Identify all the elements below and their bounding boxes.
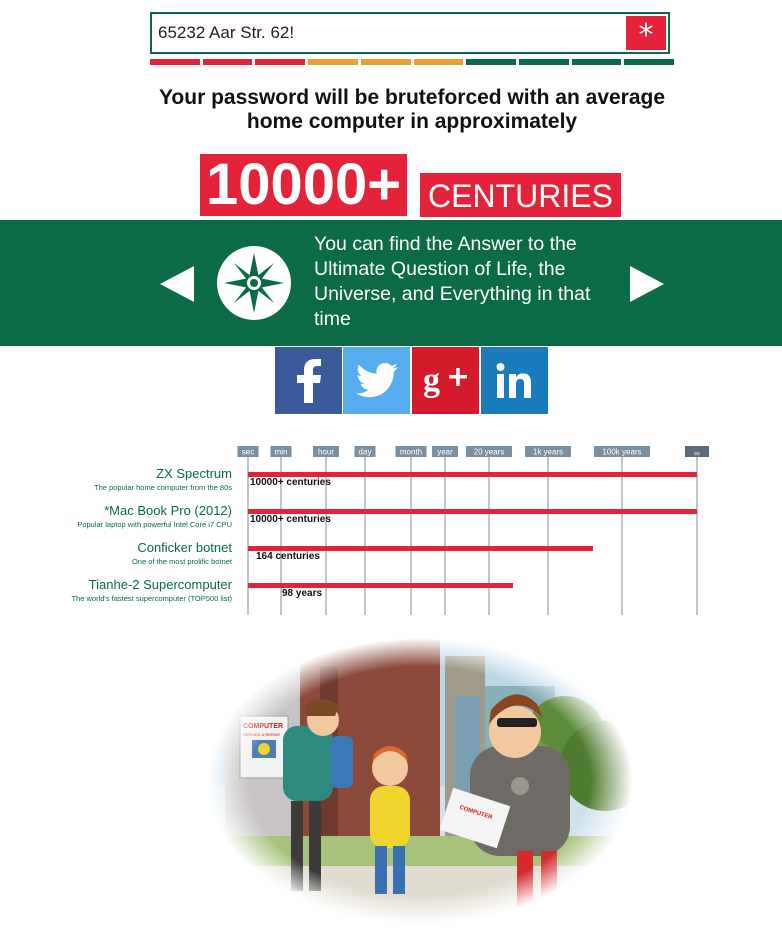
result-number: 10000+ — [200, 154, 407, 216]
strength-segment — [203, 59, 253, 65]
tick-label: hour — [317, 447, 335, 457]
crack-time-label: 10000+ centuries — [250, 477, 331, 488]
tick-label: 100k years — [602, 447, 642, 457]
tick-label: 1k years — [532, 447, 564, 457]
strength-segment — [624, 59, 674, 65]
tick-label: sec — [241, 447, 255, 457]
tick-label: year — [437, 447, 453, 457]
tick-label: min — [274, 447, 288, 457]
toggle-visibility-button[interactable]: * — [626, 16, 666, 50]
linkedin-icon — [495, 362, 535, 400]
tick-label: month — [399, 447, 423, 457]
result-headline: Your password will be bruteforced with an average home computer in approximately — [158, 86, 666, 133]
previous-fact-arrow-icon[interactable] — [160, 266, 194, 302]
strength-segment — [466, 59, 516, 65]
crack-time-label: 98 years — [282, 588, 323, 599]
system-name: ZX Spectrum — [156, 466, 232, 481]
strength-segment — [308, 59, 358, 65]
strength-segment — [361, 59, 411, 65]
strength-segment — [572, 59, 622, 65]
result-unit: CENTURIES — [420, 173, 621, 217]
crack-time-label: 164 centuries — [256, 551, 320, 562]
tick-label: 20 years — [473, 447, 505, 457]
system-name: *Mac Book Pro (2012) — [104, 503, 232, 518]
strength-meter — [150, 59, 674, 65]
svg-text:g: g — [422, 361, 440, 399]
system-description: The world's fastest supercomputer (TOP500 list) — [71, 594, 232, 603]
system-description: Popular laptop with powerful Intel Core i7 CPU — [77, 520, 232, 529]
strength-segment — [255, 59, 305, 65]
system-description: The popular home computer from the 80s — [94, 483, 232, 492]
system-name: Conficker botnet — [137, 540, 232, 555]
illustration-hacker-scene — [205, 636, 635, 926]
fact-text: You can find the Answer to the Ultimate Question of Life, the Universe, and Everything in that time — [314, 233, 591, 330]
system-name: Tianhe-2 Supercomputer — [88, 577, 232, 592]
strength-segment — [414, 59, 464, 65]
strength-segment — [150, 59, 200, 65]
facebook-share-button[interactable] — [275, 347, 342, 414]
twitter-bird-icon — [356, 363, 398, 399]
system-description: One of the most prolific botnet — [131, 557, 232, 566]
tick-label: day — [358, 447, 372, 457]
twitter-share-button[interactable] — [343, 347, 410, 414]
crack-time-chart — [0, 440, 782, 620]
facebook-icon — [294, 359, 324, 403]
linkedin-share-button[interactable] — [481, 347, 548, 414]
password-input[interactable] — [158, 14, 618, 52]
google-plus-icon — [423, 361, 469, 401]
password-field-wrapper — [150, 12, 670, 54]
compass-star-icon — [217, 246, 291, 320]
next-fact-arrow-icon[interactable] — [630, 266, 664, 302]
crack-time-label: 10000+ centuries — [250, 514, 331, 525]
google-plus-share-button[interactable] — [412, 347, 479, 414]
tick-label: ∞ — [694, 449, 700, 458]
strength-segment — [519, 59, 569, 65]
